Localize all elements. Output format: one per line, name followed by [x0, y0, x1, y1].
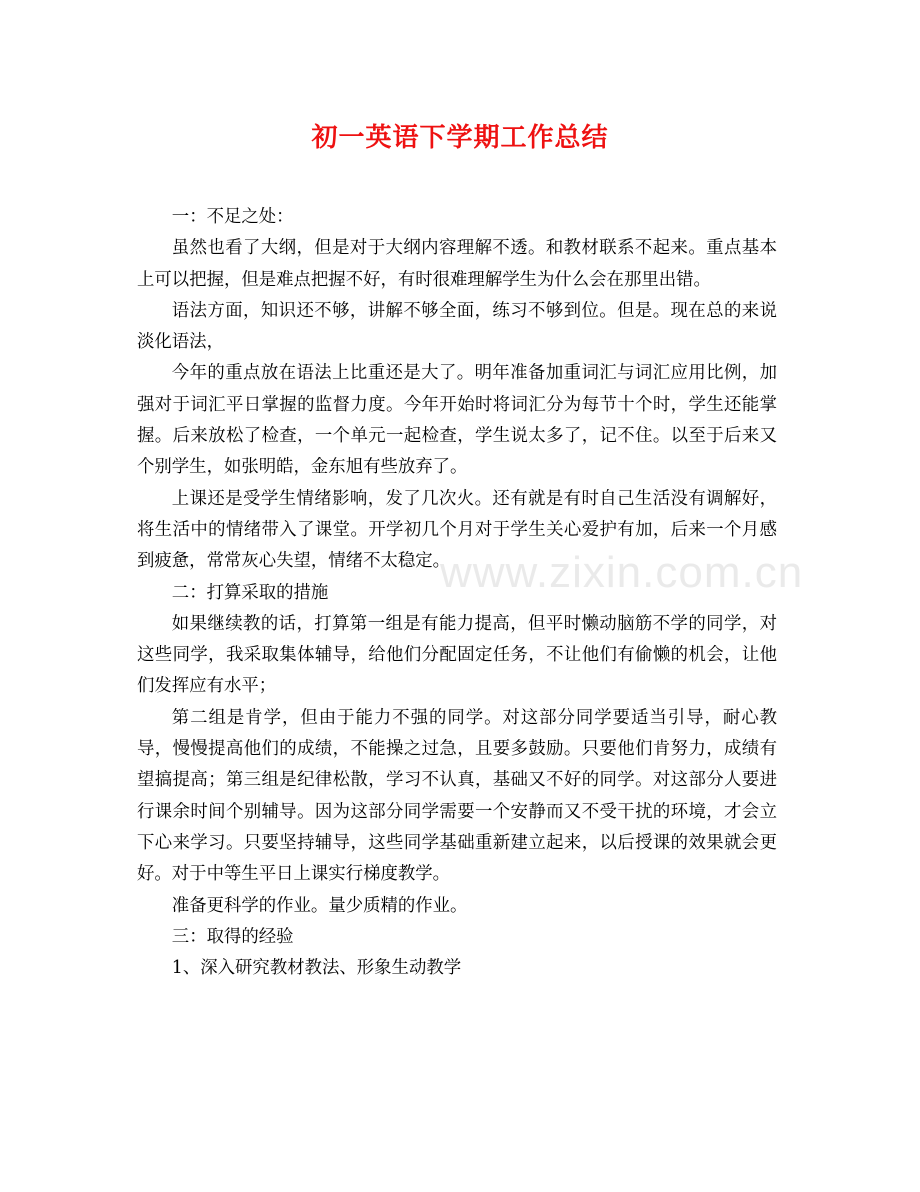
paragraph: 准备更科学的作业。量少质精的作业。 — [171, 895, 468, 916]
document-body — [137, 202, 777, 984]
paragraph: 今年的重点放在语法上比重还是大了。明年准备加重词汇与词汇应用比例，加强对于词汇平日掌握的监督力度。今年开始时将词汇分为每节十个时，学生还能掌握。后来放松了检查，一个单元一起检查，学生说太多了，记不住。以至于后来又个别学生，如张明皓，金东旭有些放弃了。 — [137, 363, 777, 478]
paragraph: 语法方面，知识还不够，讲解不够全面，练习不够到位。但是。现在总的来说淡化语法， — [137, 300, 777, 353]
paragraph: 上课还是受学生情绪影响，发了几次火。还有就是有时自己生活没有调解好，将生活中的情绪带入了课堂。开学初几个月对于学生关心爱护有加，后来一个月感到疲惫，常常灰心失望，情绪不太稳定。 — [137, 488, 777, 572]
document-title: 初一英语下学期工作总结 — [311, 123, 609, 153]
watermark: www.zixin.com.cn — [440, 548, 804, 597]
paragraph: 虽然也看了大纲，但是对于大纲内容理解不透。和教材联系不起来。重点基本上可以把握，但是难点把握不好，有时很难理解学生为什么会在那里出错。 — [137, 238, 777, 290]
section-heading-shortcomings: 一：不足之处： — [171, 207, 294, 227]
list-item: 1、深入研究教材教法、形象生动教学 — [171, 958, 462, 979]
section-heading-measures: 二：打算采取的措施 — [171, 582, 329, 603]
paragraph: 第二组是肯学，但由于能力不强的同学。对这部分同学要适当引导，耐心教导，慢慢提高他们的成绩，不能操之过急，且要多鼓励。只要他们肯努力，成绩有望搞提高；第三组是纪律松散，学习不认真，基础又不好的同学。对这部分人要进行课余时间个别辅导。因为这部分同学需要一个安静而又不受干扰的环境，才会立下心来学习。只要坚持辅导，这些同学基础重新建立起来，以后授课的效果就会更好。对于中等生平日上课实行梯度教学。 — [137, 707, 777, 885]
paragraph: 如果继续教的话，打算第一组是有能力提高，但平时懒动脑筋不学的同学，对这些同学，我采取集体辅导，给他们分配固定任务，不让他们有偷懒的机会，让他们发挥应有水平； — [137, 613, 777, 697]
section-heading-experience: 三：取得的经验 — [171, 926, 294, 947]
